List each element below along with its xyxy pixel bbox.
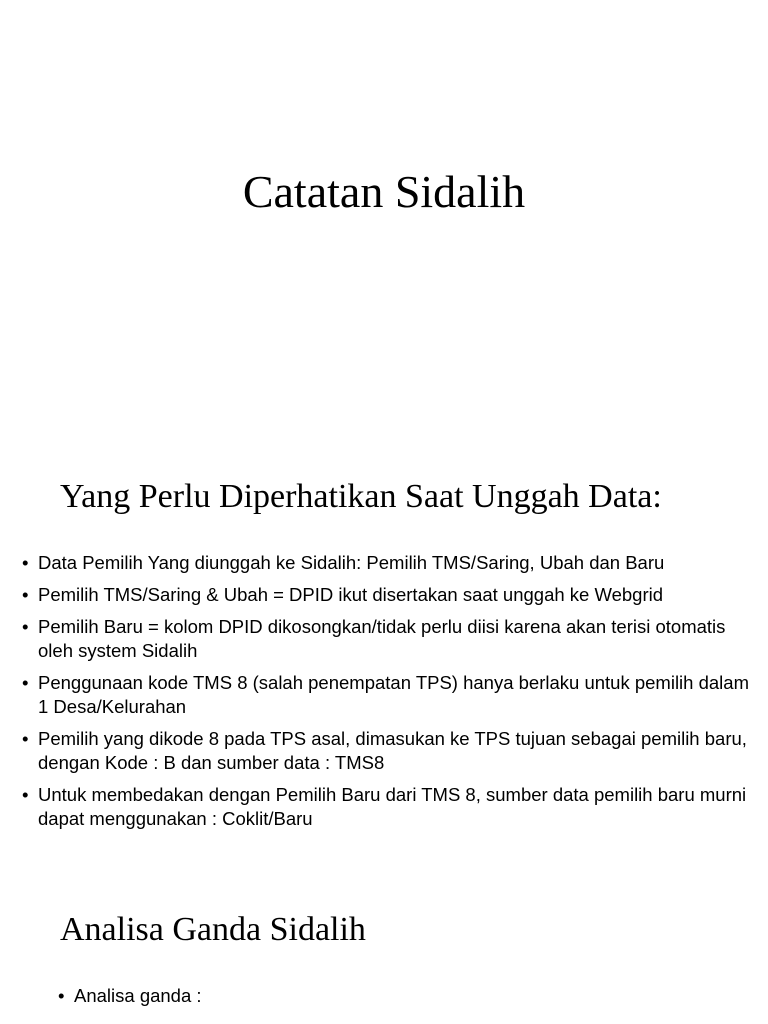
list-item-text: Untuk membedakan dengan Pemilih Baru dari TMS 8, sumber data pemilih baru murni dapat menggunakan : Coklit/Baru: [38, 784, 747, 829]
bullet-icon: •: [22, 584, 29, 605]
list-item-text: Pemilih yang dikode 8 pada TPS asal, dimasukan ke TPS tujuan sebagai pemilih baru, dengan Kode : B dan sumber data : TMS8: [38, 728, 747, 773]
list-item: [22, 671, 762, 719]
bullet-list-unggah-data: [22, 551, 762, 839]
section-heading-unggah-data: Yang Perlu Diperhatikan Saat Unggah Data:: [60, 478, 662, 515]
bullet-icon: •: [58, 985, 65, 1006]
list-item: [22, 583, 762, 607]
bullet-icon: •: [22, 728, 29, 749]
slide-title: Catatan Sidalih: [242, 166, 526, 217]
list-item: [22, 615, 762, 663]
bullet-icon: •: [22, 552, 29, 573]
list-item-text: Pemilih TMS/Saring & Ubah = DPID ikut disertakan saat unggah ke Webgrid: [38, 584, 664, 605]
list-item-text: Penggunaan kode TMS 8 (salah penempatan TPS) hanya berlaku untuk pemilih dalam 1 Desa/Kelurahan: [38, 672, 749, 717]
list-item-text: Data Pemilih Yang diunggah ke Sidalih: Pemilih TMS/Saring, Ubah dan Baru: [38, 552, 665, 573]
list-item: [22, 551, 762, 575]
list-item: [22, 783, 762, 831]
bullet-icon: •: [22, 672, 29, 693]
list-item: [22, 727, 762, 775]
list-item-text: Analisa ganda :: [74, 985, 202, 1006]
section-heading-analisa-ganda: Analisa Ganda Sidalih: [60, 911, 366, 948]
bullet-list-analisa-ganda: [58, 984, 758, 1008]
bullet-icon: •: [22, 616, 29, 637]
bullet-icon: •: [22, 784, 29, 805]
list-item-text: Pemilih Baru = kolom DPID dikosongkan/tidak perlu diisi karena akan terisi otomatis oleh system Sidalih: [38, 616, 726, 661]
list-item: [58, 984, 758, 1008]
